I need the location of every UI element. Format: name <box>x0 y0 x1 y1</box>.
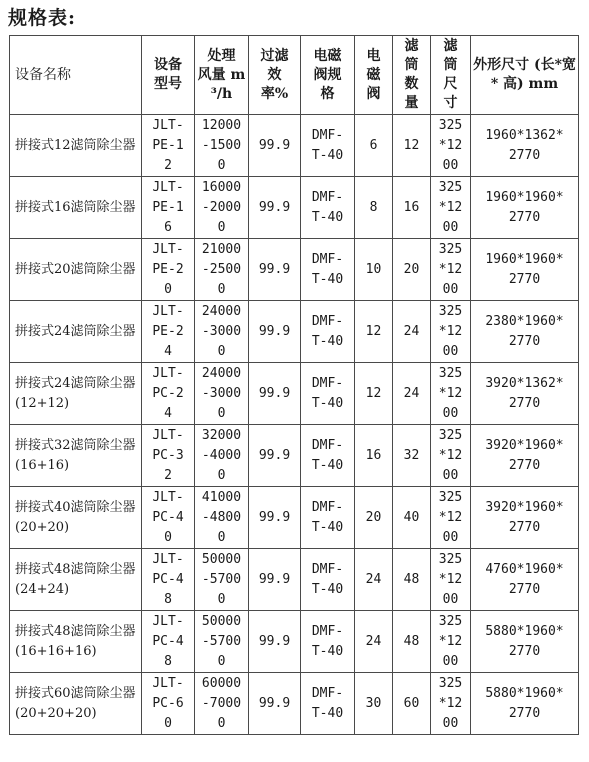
header-valve-count: 电 磁 阀 <box>355 36 393 115</box>
cell-valve-spec: DMF- T-40 <box>301 425 355 487</box>
cell-dimensions: 5880*1960* 2770 <box>471 673 579 735</box>
cell-device-name: 拼接式48滤筒除尘器(24+24) <box>10 549 142 611</box>
cell-device-model: JLT- PC-4 8 <box>142 549 195 611</box>
cell-device-model: JLT- PE-2 4 <box>142 301 195 363</box>
cell-efficiency: 99.9 <box>249 363 301 425</box>
cell-valve-spec: DMF- T-40 <box>301 611 355 673</box>
cell-valve-spec: DMF- T-40 <box>301 115 355 177</box>
cell-cartridge-size: 325 *12 00 <box>431 115 471 177</box>
table-body <box>10 115 579 735</box>
cell-dimensions: 3920*1960* 2770 <box>471 425 579 487</box>
cell-airflow: 24000 -3000 0 <box>195 363 249 425</box>
cell-device-name: 拼接式24滤筒除尘器 <box>10 301 142 363</box>
cell-valve-count: 12 <box>355 363 393 425</box>
cell-device-name: 拼接式24滤筒除尘器(12+12) <box>10 363 142 425</box>
cell-airflow: 16000 -2000 0 <box>195 177 249 239</box>
cell-device-model: JLT- PE-1 2 <box>142 115 195 177</box>
cell-device-name: 拼接式20滤筒除尘器 <box>10 239 142 301</box>
cell-device-model: JLT- PC-4 8 <box>142 611 195 673</box>
cell-cartridge-size: 325 *12 00 <box>431 487 471 549</box>
cell-airflow: 50000 -5700 0 <box>195 549 249 611</box>
cell-cartridge-size: 325 *12 00 <box>431 673 471 735</box>
header-row <box>10 36 579 115</box>
header-airflow: 处理 风量 m ³/h <box>195 36 249 115</box>
table-row <box>10 177 579 239</box>
cell-valve-count: 20 <box>355 487 393 549</box>
cell-valve-count: 12 <box>355 301 393 363</box>
header-cartridge-count: 滤 筒 数 量 <box>393 36 431 115</box>
cell-valve-spec: DMF- T-40 <box>301 301 355 363</box>
cell-valve-spec: DMF- T-40 <box>301 487 355 549</box>
cell-cartridge-count: 32 <box>393 425 431 487</box>
header-dimensions: 外形尺寸 (长*宽* 高) mm <box>471 36 579 115</box>
cell-device-name: 拼接式48滤筒除尘器(16+16+16) <box>10 611 142 673</box>
cell-dimensions: 1960*1960* 2770 <box>471 239 579 301</box>
cell-cartridge-size: 325 *12 00 <box>431 611 471 673</box>
cell-valve-count: 6 <box>355 115 393 177</box>
header-device-name: 设备名称 <box>10 36 142 115</box>
cell-valve-count: 24 <box>355 611 393 673</box>
header-efficiency: 过滤 效 率% <box>249 36 301 115</box>
cell-cartridge-count: 48 <box>393 611 431 673</box>
header-valve-spec: 电磁 阀规 格 <box>301 36 355 115</box>
cell-efficiency: 99.9 <box>249 301 301 363</box>
cell-valve-spec: DMF- T-40 <box>301 549 355 611</box>
table-row <box>10 239 579 301</box>
header-device-model: 设备 型号 <box>142 36 195 115</box>
cell-device-model: JLT- PC-2 4 <box>142 363 195 425</box>
cell-efficiency: 99.9 <box>249 177 301 239</box>
cell-device-model: JLT- PC-4 0 <box>142 487 195 549</box>
cell-cartridge-count: 24 <box>393 301 431 363</box>
cell-efficiency: 99.9 <box>249 549 301 611</box>
cell-dimensions: 3920*1362* 2770 <box>471 363 579 425</box>
cell-efficiency: 99.9 <box>249 115 301 177</box>
table-row <box>10 611 579 673</box>
cell-valve-count: 16 <box>355 425 393 487</box>
page-title: 规格表: <box>8 7 77 29</box>
cell-cartridge-size: 325 *12 00 <box>431 363 471 425</box>
cell-cartridge-count: 12 <box>393 115 431 177</box>
table-row <box>10 301 579 363</box>
cell-airflow: 50000 -5700 0 <box>195 611 249 673</box>
cell-efficiency: 99.9 <box>249 487 301 549</box>
cell-dimensions: 1960*1960* 2770 <box>471 177 579 239</box>
cell-cartridge-count: 40 <box>393 487 431 549</box>
table-row <box>10 487 579 549</box>
cell-airflow: 60000 -7000 0 <box>195 673 249 735</box>
cell-efficiency: 99.9 <box>249 673 301 735</box>
cell-cartridge-size: 325 *12 00 <box>431 177 471 239</box>
cell-airflow: 12000 -1500 0 <box>195 115 249 177</box>
table-row <box>10 363 579 425</box>
cell-cartridge-count: 24 <box>393 363 431 425</box>
cell-device-name: 拼接式32滤筒除尘器(16+16) <box>10 425 142 487</box>
cell-valve-count: 8 <box>355 177 393 239</box>
cell-airflow: 21000 -2500 0 <box>195 239 249 301</box>
cell-device-model: JLT- PC-3 2 <box>142 425 195 487</box>
cell-efficiency: 99.9 <box>249 239 301 301</box>
cell-dimensions: 1960*1362* 2770 <box>471 115 579 177</box>
cell-airflow: 32000 -4000 0 <box>195 425 249 487</box>
cell-cartridge-size: 325 *12 00 <box>431 301 471 363</box>
cell-airflow: 41000 -4800 0 <box>195 487 249 549</box>
cell-cartridge-count: 48 <box>393 549 431 611</box>
cell-device-name: 拼接式16滤筒除尘器 <box>10 177 142 239</box>
cell-dimensions: 5880*1960* 2770 <box>471 611 579 673</box>
cell-cartridge-size: 325 *12 00 <box>431 549 471 611</box>
cell-device-name: 拼接式40滤筒除尘器(20+20) <box>10 487 142 549</box>
cell-device-name: 拼接式60滤筒除尘器(20+20+20) <box>10 673 142 735</box>
cell-cartridge-size: 325 *12 00 <box>431 425 471 487</box>
cell-device-model: JLT- PC-6 0 <box>142 673 195 735</box>
cell-valve-count: 10 <box>355 239 393 301</box>
cell-device-name: 拼接式12滤筒除尘器 <box>10 115 142 177</box>
cell-cartridge-count: 20 <box>393 239 431 301</box>
table-row <box>10 115 579 177</box>
table-row <box>10 425 579 487</box>
cell-valve-spec: DMF- T-40 <box>301 177 355 239</box>
cell-valve-spec: DMF- T-40 <box>301 363 355 425</box>
cell-airflow: 24000 -3000 0 <box>195 301 249 363</box>
cell-dimensions: 4760*1960* 2770 <box>471 549 579 611</box>
cell-cartridge-size: 325 *12 00 <box>431 239 471 301</box>
cell-device-model: JLT- PE-1 6 <box>142 177 195 239</box>
cell-efficiency: 99.9 <box>249 611 301 673</box>
cell-dimensions: 3920*1960* 2770 <box>471 487 579 549</box>
header-cartridge-size: 滤 筒 尺 寸 <box>431 36 471 115</box>
spec-table <box>9 35 579 735</box>
table-row <box>10 549 579 611</box>
cell-efficiency: 99.9 <box>249 425 301 487</box>
cell-valve-spec: DMF- T-40 <box>301 239 355 301</box>
cell-device-model: JLT- PE-2 0 <box>142 239 195 301</box>
cell-cartridge-count: 60 <box>393 673 431 735</box>
cell-valve-count: 30 <box>355 673 393 735</box>
table-row <box>10 673 579 735</box>
cell-cartridge-count: 16 <box>393 177 431 239</box>
cell-valve-count: 24 <box>355 549 393 611</box>
cell-dimensions: 2380*1960* 2770 <box>471 301 579 363</box>
cell-valve-spec: DMF- T-40 <box>301 673 355 735</box>
